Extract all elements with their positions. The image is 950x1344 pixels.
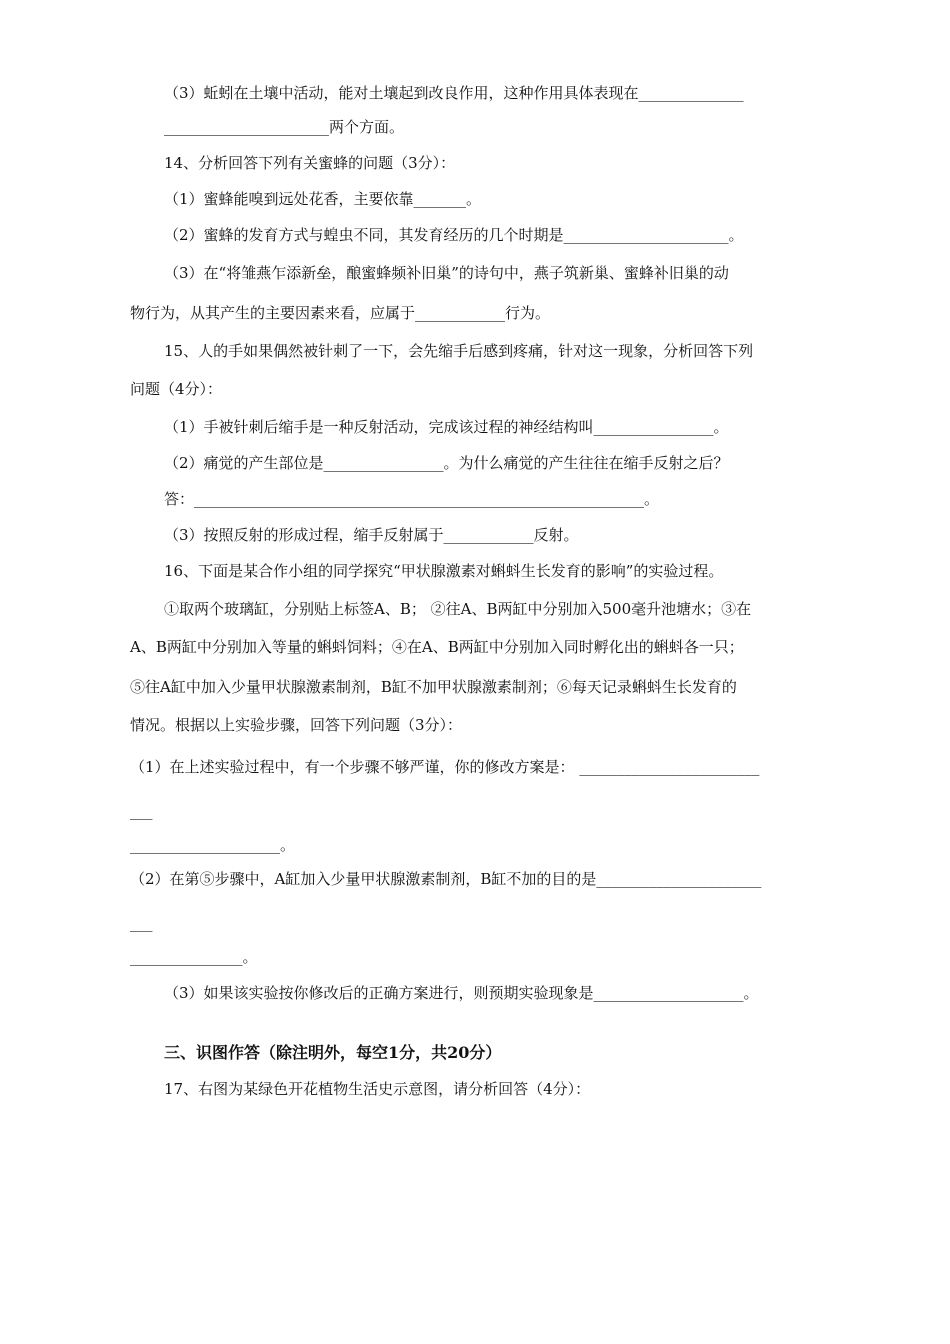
q14-3-line1: （3）在“将雏燕乍添新垒，酿蜜蜂频补旧巢”的诗句中，燕子筑新巢、蜜蜂补旧巢的动 bbox=[164, 264, 729, 282]
q16-2-line2: ___ bbox=[130, 914, 153, 932]
q16-2-line3: _______________。 bbox=[130, 948, 258, 966]
q16-1-line3: ____________________。 bbox=[130, 836, 296, 854]
q15-3: （3）按照反射的形成过程，缩手反射属于____________反射。 bbox=[164, 526, 579, 544]
q16-3: （3）如果该实验按你修改后的正确方案进行，则预期实验现象是____________________。 bbox=[164, 984, 759, 1002]
q16-1-line2: ___ bbox=[130, 802, 153, 820]
q15-1: （1）手被针刺后缩手是一种反射活动，完成该过程的神经结构叫________________。 bbox=[164, 418, 729, 436]
q14-2: （2）蜜蜂的发育方式与蝗虫不同，其发育经历的几个时期是______________________。 bbox=[164, 226, 744, 244]
q16-steps-line4: 情况。根据以上实验步骤，回答下列问题（3分）： bbox=[130, 716, 463, 734]
q16-steps-line3: ⑤往A缸中加入少量甲状腺激素制剂，B缸不加甲状腺激素制剂；⑥每天记录蝌蚪生长发育的 bbox=[130, 678, 737, 696]
q15-heading-line1: 15、人的手如果偶然被针刺了一下，会先缩手后感到疼痛，针对这一现象，分析回答下列 bbox=[164, 342, 754, 360]
q13-3-line1: （3）蚯蚓在土壤中活动，能对土壤起到改良作用，这种作用具体表现在______________ bbox=[164, 84, 744, 102]
q17-heading: 17、右图为某绿色开花植物生活史示意图，请分析回答（4分）： bbox=[164, 1080, 591, 1098]
q16-steps-line2: A、B两缸中分别加入等量的蝌蚪饲料；④在A、B两缸中分别加入同时孵化出的蝌蚪各一只； bbox=[130, 638, 744, 656]
q16-steps-line1: ①取两个玻璃缸，分别贴上标签A、B； ②往A、B两缸中分别加入500毫升池塘水；③在 bbox=[164, 600, 752, 618]
q15-2-answer: 答：____________________________________________________________。 bbox=[164, 490, 660, 508]
section-three-heading: 三、识图作答（除注明外，每空1分，共20分） bbox=[164, 1043, 502, 1062]
q16-2-line1: （2）在第⑤步骤中，A缸加入少量甲状腺激素制剂，B缸不加的目的是______________________ bbox=[130, 870, 762, 888]
q15-2: （2）痛觉的产生部位是________________。为什么痛觉的产生往往在缩手反射之后？ bbox=[164, 454, 729, 472]
q16-heading: 16、下面是某合作小组的同学探究“甲状腺激素对蝌蚪生长发育的影响”的实验过程。 bbox=[164, 562, 724, 580]
q14-heading: 14、分析回答下列有关蜜蜂的问题（3分）： bbox=[164, 154, 456, 172]
q16-1-line1: （1）在上述实验过程中，有一个步骤不够严谨，你的修改方案是： ________________________ bbox=[130, 758, 760, 776]
q14-3-line2: 物行为，从其产生的主要因素来看，应属于____________行为。 bbox=[130, 304, 551, 322]
q15-heading-line2: 问题（4分）： bbox=[130, 380, 223, 398]
q14-1: （1）蜜蜂能嗅到远处花香，主要依靠_______。 bbox=[164, 190, 482, 208]
q13-3-line2: ______________________两个方面。 bbox=[164, 118, 405, 136]
